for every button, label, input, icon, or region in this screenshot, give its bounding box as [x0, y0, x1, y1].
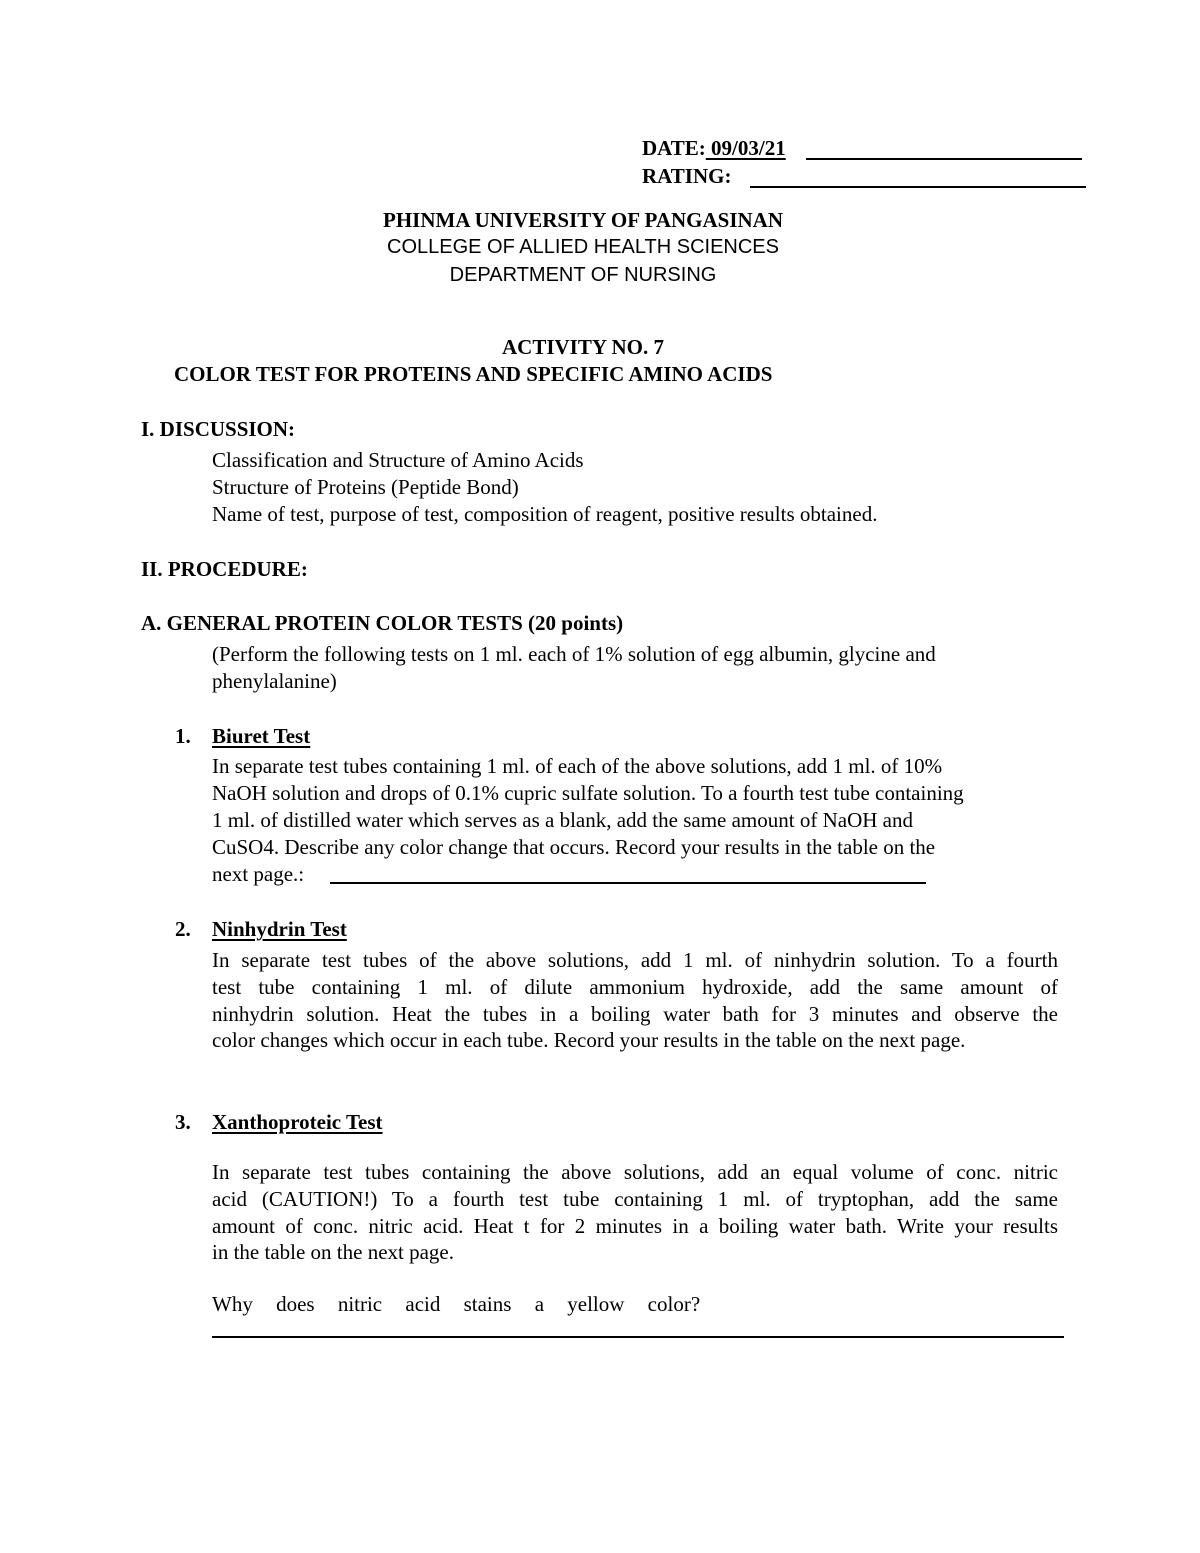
ninhydrin-line: color changes which occur in each tube. Record your results in the table on the next page.: [212, 1028, 966, 1052]
discussion-item: Structure of Proteins (Peptide Bond): [212, 475, 519, 499]
test-name-biuret: Biuret Test: [212, 724, 311, 748]
university-name: PHINMA UNIVERSITY OF PANGASINAN: [383, 208, 783, 232]
section-a-heading: A. GENERAL PROTEIN COLOR TESTS (20 points): [141, 611, 624, 635]
discussion-item: Classification and Structure of Amino Acids: [212, 448, 584, 472]
discussion-item: Name of test, purpose of test, composition of reagent, positive results obtained.: [212, 502, 878, 526]
date-field: [642, 136, 786, 161]
test-number: 2.: [175, 917, 191, 941]
department-name: DEPARTMENT OF NURSING: [449, 264, 717, 286]
test-number: 3.: [175, 1110, 191, 1134]
xanthoproteic-line: in the table on the next page.: [212, 1240, 455, 1264]
ninhydrin-line: In separate test tubes of the above solutions, add 1 ml. of ninhydrin solution. To a fourth: [212, 948, 1058, 972]
test-name-ninhydrin: Ninhydrin Test: [212, 917, 347, 941]
ninhydrin-line: ninhydrin solution. Heat the tubes in a boiling water bath for 3 minutes and observe the: [212, 1002, 1058, 1026]
biuret-line: 1 ml. of distilled water which serves as a blank, add the same amount of NaOH and: [212, 808, 913, 832]
ninhydrin-line: test tube containing 1 ml. of dilute ammonium hydroxide, add the same amount of: [212, 975, 1058, 999]
biuret-answer-line: [330, 882, 926, 884]
activity-number: ACTIVITY NO. 7: [502, 335, 664, 359]
xanthoproteic-line: acid (CAUTION!) To a fourth test tube containing 1 ml. of tryptophan, add the same: [212, 1187, 1058, 1211]
test-number: 1.: [175, 724, 191, 748]
activity-title: COLOR TEST FOR PROTEINS AND SPECIFIC AMINO ACIDS: [174, 362, 773, 386]
rating-label: RATING:: [642, 164, 732, 188]
procedure-heading: II. PROCEDURE:: [141, 557, 308, 581]
test-name-xanthoproteic: Xanthoproteic Test: [212, 1110, 383, 1134]
biuret-line: next page.:: [212, 862, 305, 886]
section-a-intro: (Perform the following tests on 1 ml. each of 1% solution of egg albumin, glycine and: [212, 642, 936, 666]
discussion-heading: I. DISCUSSION:: [141, 417, 296, 441]
question-answer-line: [212, 1336, 1064, 1338]
rating-underline: [750, 186, 1086, 188]
date-underline: [806, 158, 1082, 160]
biuret-line: CuSO4. Describe any color change that occurs. Record your results in the table on the: [212, 835, 936, 859]
xanthoproteic-line: In separate test tubes containing the above solutions, add an equal volume of conc. nitric: [212, 1160, 1058, 1184]
date-label: DATE:: [642, 136, 706, 160]
college-name: COLLEGE OF ALLIED HEALTH SCIENCES: [387, 236, 779, 258]
biuret-line: In separate test tubes containing 1 ml. of each of the above solutions, add 1 ml. of 10%: [212, 754, 943, 778]
xanthoproteic-question: Why does nitric acid stains a yellow color?: [212, 1292, 701, 1316]
section-a-intro: phenylalanine): [212, 669, 337, 693]
date-value: 09/03/21: [705, 136, 786, 160]
biuret-line: NaOH solution and drops of 0.1% cupric sulfate solution. To a fourth test tube containing: [212, 781, 964, 805]
xanthoproteic-line: amount of conc. nitric acid. Heat t for 2 minutes in a boiling water bath. Write your results: [212, 1214, 1058, 1238]
